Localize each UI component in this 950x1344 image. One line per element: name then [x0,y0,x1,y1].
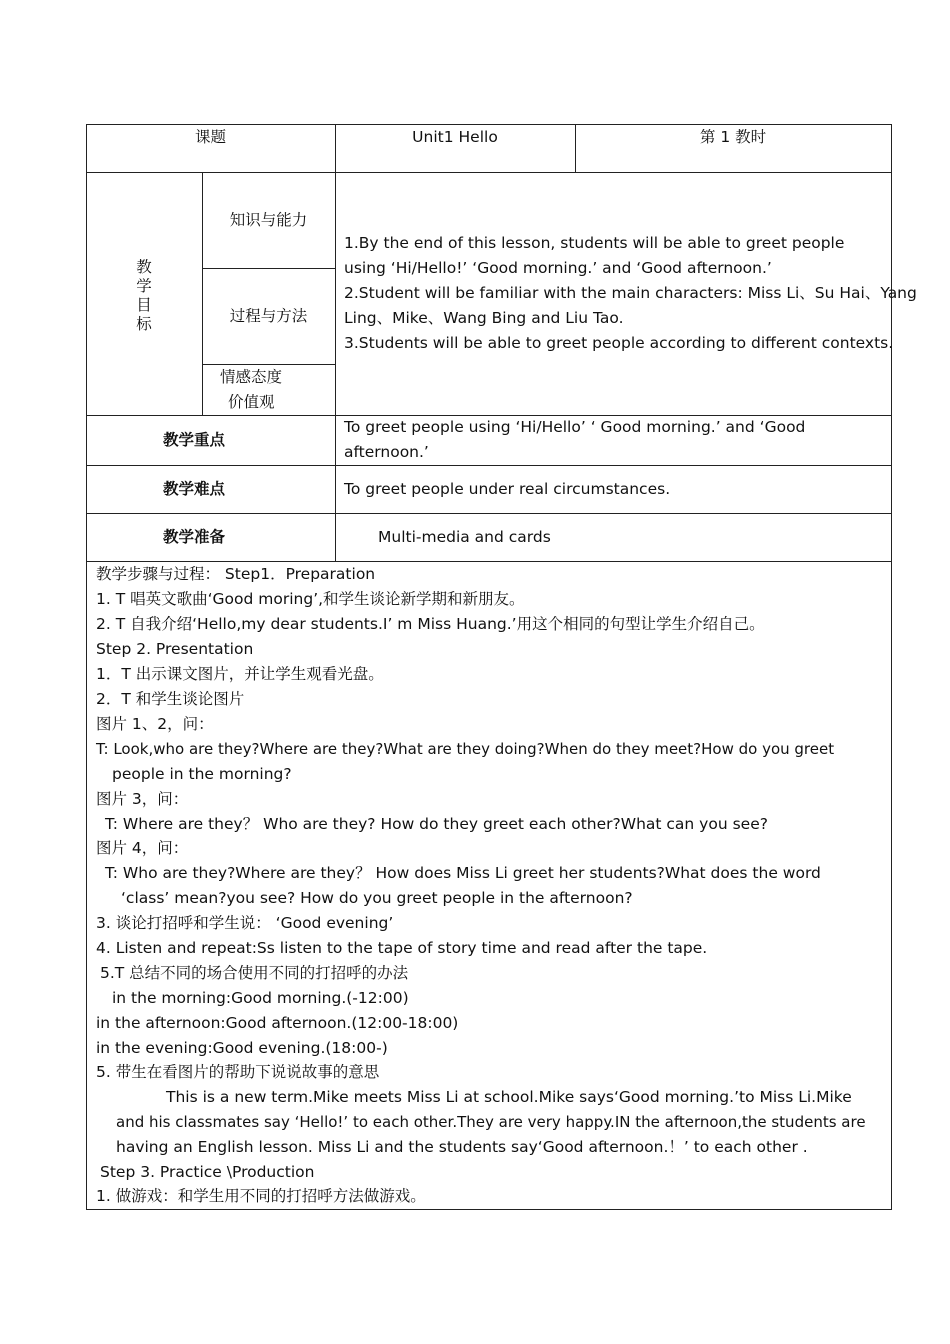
table-border [86,513,892,514]
objective-line: 3.Students will be able to greet people according to different contexts. [344,334,894,352]
subject-label: 课题 [194,128,226,146]
objective-line: using ‘Hi/Hello!’ ‘Good morning.’ and ‘Good afternoon.’ [344,259,772,277]
procedure-line: 教学步骤与过程： Step1．Preparation [96,565,376,583]
procedure-line: 1．T 出示课文图片，并让学生观看光盘。 [96,665,384,683]
difficult-points-label: 教学难点 [162,480,225,498]
procedure-line: Step 3. Practice \Production [100,1163,315,1181]
procedure-line: in the evening:Good evening.(18:00-) [96,1039,388,1057]
procedure-line: 2. T 自我介绍‘Hello,my dear students.I’ m Miss Huang.’用这个相同的句型让学生介绍自己。 [96,615,765,633]
process-label: 过程与方法 [229,307,308,325]
knowledge-label: 知识与能力 [229,211,308,229]
procedure-line: 1. T 唱英文歌曲‘Good moring’,和学生谈论新学期和新朋友。 [96,590,525,608]
difficult-points-text: To greet people under real circumstances. [344,480,671,498]
procedure-line: Step 2. Presentation [96,640,254,658]
procedure-line: 5. 带生在看图片的帮助下说说故事的意思 [96,1063,380,1081]
procedure-line: people in the morning? [112,765,292,783]
objective-line: 1.By the end of this lesson, students will be able to greet people [344,234,845,252]
key-points-line: To greet people using ‘Hi/Hello’ ‘ Good morning.’ and ‘Good [344,418,806,436]
procedure-line: in the afternoon:Good afternoon.(12:00-18:00) [96,1014,459,1032]
objectives-section-label: 教 学 目 标 [136,258,152,333]
procedure-line: This is a new term.Mike meets Miss Li at school.Mike says‘Good morning.’to Miss Li.Mike [166,1088,852,1106]
procedure-line: and his classmates say ‘Hello!’ to each other.They are very happy.IN the afternoon,the students are [116,1113,866,1131]
emotion-label-line2: 价值观 [228,393,275,411]
key-points-label: 教学重点 [162,431,225,449]
procedure-line: T: Look,who are they?Where are they?What are they doing?When do they meet?How do you greet [96,740,835,758]
procedure-line: 5.T 总结不同的场合使用不同的打招呼的办法 [100,964,409,982]
table-border [202,268,335,269]
table-border [86,172,892,173]
procedure-line: 图片 3，问： [96,790,189,808]
unit-title: Unit1 Hello [412,128,498,146]
table-border [86,1209,892,1210]
procedure-line: having an English lesson. Miss Li and the students say‘Good afternoon.！’ to each other . [116,1138,808,1156]
procedure-line: 2．T 和学生谈论图片 [96,690,245,708]
objective-line: Ling、Mike、Wang Bing and Liu Tao. [344,309,624,327]
procedure-line: T: Who are they?Where are they？ How does Miss Li greet her students?What does the word [105,864,821,882]
procedure-line: ‘class’ mean?you see? How do you greet people in the afternoon? [121,889,633,907]
objective-line: 2.Student will be familiar with the main characters: Miss Li、Su Hai、Yang [344,284,917,302]
table-border [86,124,87,1210]
procedure-line: T: Where are they？ Who are they? How do they greet each other?What can you see? [105,815,768,833]
table-border [86,465,892,466]
procedure-line: in the morning:Good morning.(-12:00) [112,989,409,1007]
emotion-label-line1: 情感态度 [220,368,283,386]
procedure-line: 图片 4，问： [96,839,189,857]
procedure-line: 1. 做游戏：和学生用不同的打招呼方法做游戏。 [96,1187,426,1205]
lesson-period: 第 1 教时 [699,128,767,146]
table-border [335,124,336,562]
procedure-line: 图片 1、2，问： [96,715,214,733]
procedure-line: 3. 谈论打招呼和学生说： ‘Good evening’ [96,914,394,932]
key-points-line: afternoon.’ [344,443,429,461]
teaching-aids-text: Multi-media and cards [378,528,551,546]
procedure-line: 4. Listen and repeat:Ss listen to the tape of story time and read after the tape. [96,939,708,957]
teaching-aids-label: 教学准备 [162,528,225,546]
